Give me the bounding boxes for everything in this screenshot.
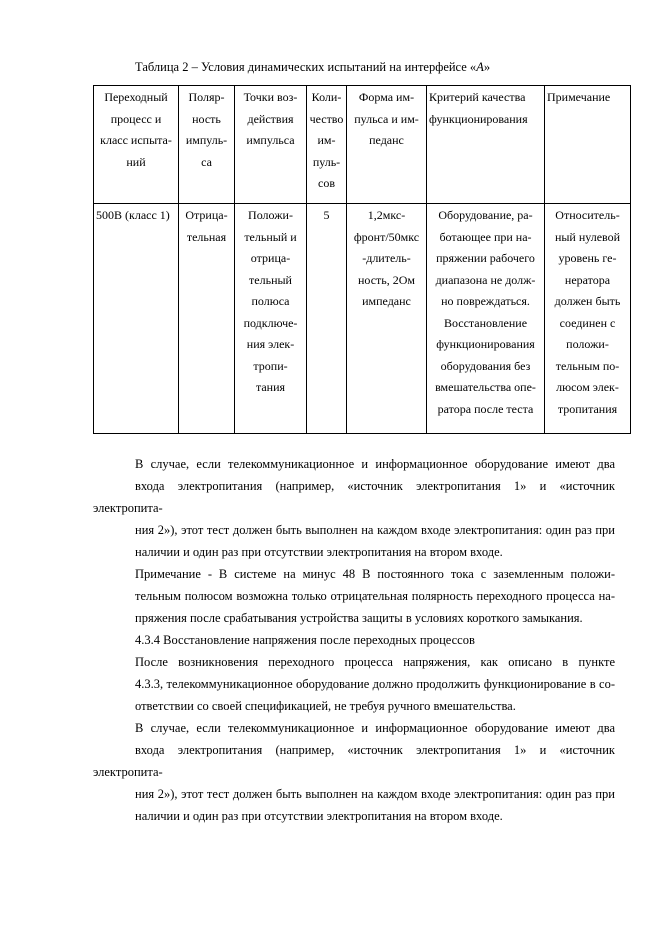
table-row bbox=[94, 204, 631, 434]
header-pulse-shape: Форма им- пульса и им- педанс bbox=[347, 86, 427, 204]
caption-interface: A bbox=[476, 60, 484, 74]
section-heading-4-3-4: 4.3.4 Восстановление напряжения после переходных процессов bbox=[135, 633, 475, 647]
paragraph-dual-power-input: В случае, если телекоммуникационное и информационное оборудование имеют два входа электропитания (например, «источник электропитания 1» и «источник электропита- ния 2»), этот тест должен быть выполнен на каждом входе электропитания: один раз при наличии и один раз при отсутствии электропитания на втором входе. bbox=[93, 457, 615, 559]
cell-polarity: Отрица- тельная bbox=[179, 204, 235, 434]
test-conditions-table bbox=[93, 85, 631, 434]
header-performance-criterion: Критерий качества функционирования bbox=[427, 86, 545, 204]
header-pulse-count: Коли- чество им- пуль- сов bbox=[307, 86, 347, 204]
header-note: Примечание bbox=[545, 86, 631, 204]
caption-suffix: » bbox=[483, 60, 491, 74]
header-transient-process: Переходный процесс и класс испыта- ний bbox=[94, 86, 179, 204]
cell-note: Относитель- ный нулевой уровень ге- нератора должен быть соединен с положи- тельным по- люсом элек- тропитания bbox=[545, 204, 631, 434]
body-text bbox=[93, 453, 615, 827]
header-application-points: Точки воз- действия импульса bbox=[235, 86, 307, 204]
cell-pulse-count: 5 bbox=[307, 204, 347, 434]
paragraph-after-transient: После возникновения переходного процесса напряжения, как описано в пункте 4.3.3, телекоммуникационное оборудование должно продолжить функционирование в со- ответствии со своей спецификацией, не требуя ручного вмешательства. bbox=[135, 655, 615, 713]
paragraph-dual-power-input-repeat: В случае, если телекоммуникационное и информационное оборудование имеют два входа электропитания (например, «источник электропитания 1» и «источник электропита- ния 2»), этот тест должен быть выполнен на каждом входе электропитания: один раз при наличии и один раз при отсутствии электропитания на втором входе. bbox=[93, 721, 615, 823]
cell-performance-criterion: Оборудование, ра- ботающее при на- пряжении рабочего диапазона не долж- но повреждаться. Восстановление функционирования оборудования без вмешательства опе- ратора после теста bbox=[427, 204, 545, 434]
paragraph-note-minus-48v: Примечание - В системе на минус 48 В постоянного тока с заземленным положи- тельным полюсом возможна только отрицательная полярность переходного процесса на- пряжения после срабатывания устройства защиты в условиях короткого замыкания. bbox=[135, 567, 615, 625]
cell-pulse-shape: 1,2мкс- фронт/50мкс -длитель- ность, 2Ом импеданс bbox=[347, 204, 427, 434]
table-header-row bbox=[94, 86, 631, 204]
cell-transient-process: 500В (класс 1) bbox=[94, 204, 179, 434]
header-polarity: Поляр- ность импуль- са bbox=[179, 86, 235, 204]
cell-application-points: Положи- тельный и отрица- тельный полюса подключе- ния элек- тропи- тания bbox=[235, 204, 307, 434]
caption-prefix: Таблица 2 – Условия динамических испытаний на интерфейсе « bbox=[135, 60, 477, 74]
table-caption bbox=[135, 60, 490, 75]
